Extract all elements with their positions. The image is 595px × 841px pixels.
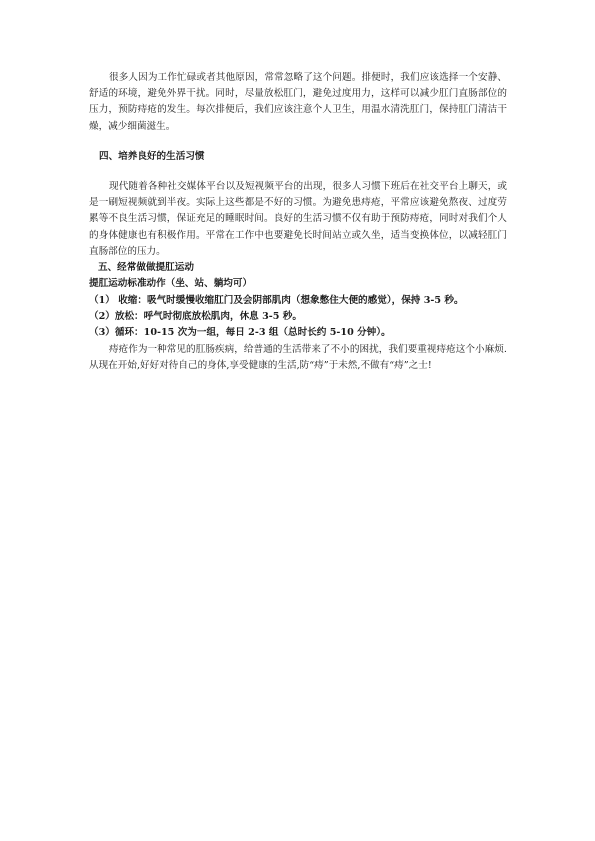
paragraph-lifestyle: 现代随着各种社交媒体平台以及短视频平台的出现，很多人习惯下班后在社交平台上聊天，或是一刷短视频就到半夜。实际上这些都是不好的习惯。为避免患痔疮，平常应该避免熬夜、过度劳累等不良生活习惯，保证充足的睡眠时间。良好的生活习惯不仅有助于预防痔疮，同时对我们个人的身体健康也有积极作用。平常在工作中也要避免长时间站立或久坐，适当变换体位，以减轻肛门直肠部位的压力。 — [89, 181, 507, 257]
paragraph-bowel-habits: 很多人因为工作忙碌或者其他原因，常常忽略了这个问题。排便时，我们应该选择一个安静、舒适的环境，避免外界干扰。同时，尽量放松肛门，避免过度用力，这样可以减少肛门直肠部位的压力，预防痔疮的发生。每次排便后，我们应该注意个人卫生，用温水清洗肛门，保持肛门清洁干燥，减少细菌滋生。 — [89, 72, 507, 132]
section-heading-5: 五、经常做做提肛运动 — [98, 262, 194, 274]
document-page — [89, 70, 507, 374]
exercise-step-3: （3）循环：10-15 次为一组，每日 2-3 组（总时长约 5-10 分钟）。 — [89, 327, 391, 339]
exercise-step-1: （1） 收缩：吸气时缓慢收缩肛门及会阴部肌肉（想象憋住大便的感觉），保持 3-5 秒。 — [89, 294, 464, 306]
paragraph-conclusion: 痔疮作为一种常见的肛肠疾病，给普通的生活带来了不小的困扰，我们要重视痔疮这个小麻烦.从现在开始,好好对待自己的身体,享受健康的生活,防“痔”于未然,不做有“痔”之士! — [89, 343, 507, 372]
exercise-subheading: 提肛运动标准动作（坐、站、躺均可） — [89, 278, 253, 290]
section-heading-4: 四、培养良好的生活习惯 — [99, 150, 205, 162]
exercise-step-2: （2）放松：呼气时彻底放松肌肉，休息 3-5 秒。 — [89, 311, 302, 323]
